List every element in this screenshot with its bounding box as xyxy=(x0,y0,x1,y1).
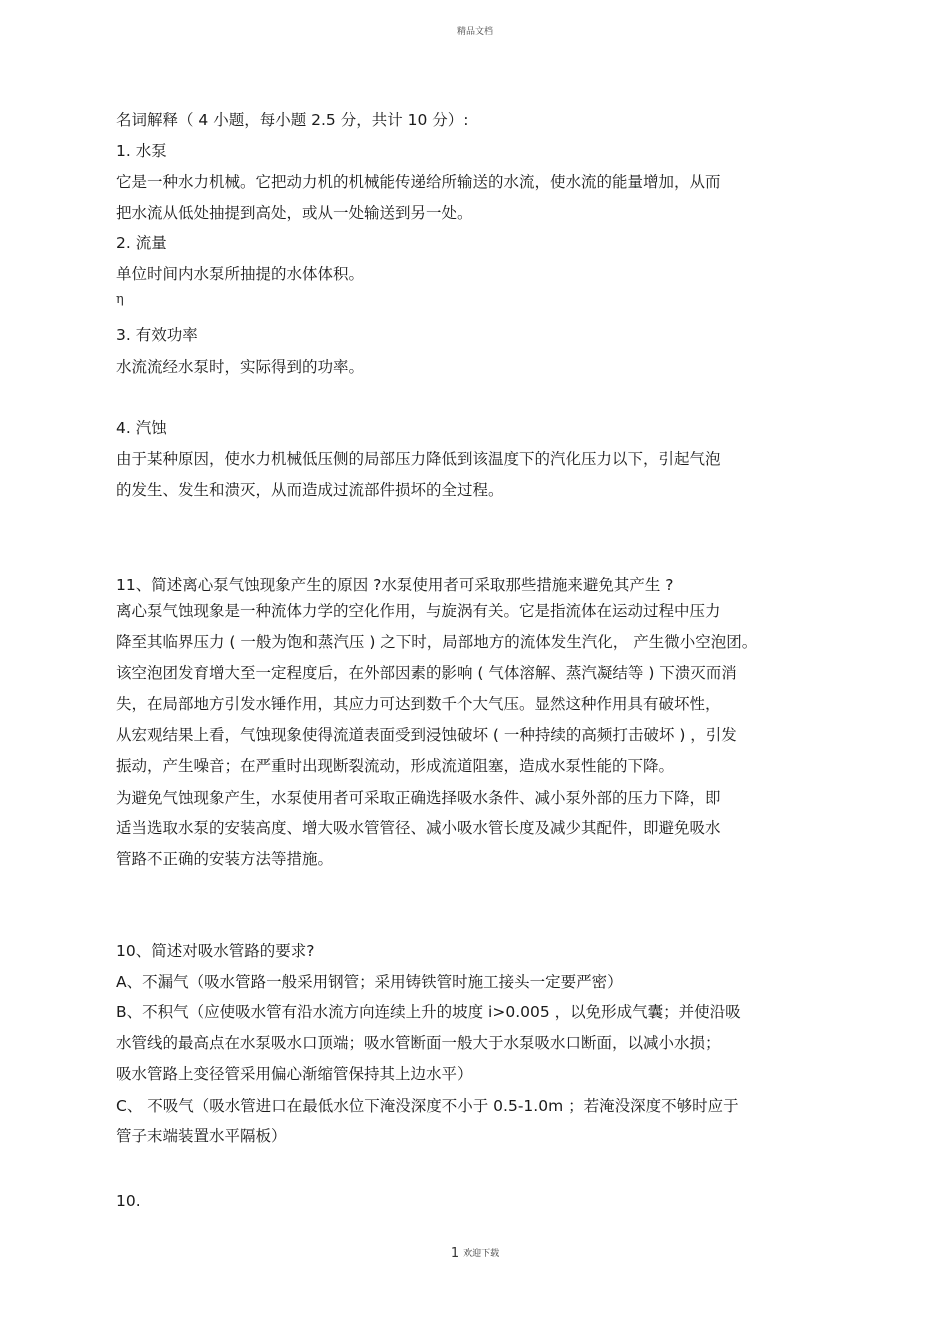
answer-line: 吸水管路上变径管采用偏心渐缩管保持其上边水平） xyxy=(116,1065,473,1083)
footer-text: 欢迎下载 xyxy=(463,1249,500,1259)
answer-line: 离心泵气蚀现象是一种流体力学的空化作用，与旋涡有关。它是指流体在运动过程中压力 xyxy=(116,602,721,620)
term-heading: 3. 有效功率 xyxy=(116,326,198,344)
answer-line: 从宏观结果上看，气蚀现象使得流道表面受到浸蚀破坏 ( 一种持续的高频打击破坏 ) ，引发 xyxy=(116,726,737,744)
page-header: 精品文档 xyxy=(456,27,493,37)
answer-line: 失，在局部地方引发水锤作用，其应力可达到数千个大气压。显然这种作用具有破坏性， xyxy=(116,695,721,713)
answer-line: 为避免气蚀现象产生，水泵使用者可采取正确选择吸水条件、减小泵外部的压力下降，即 xyxy=(116,789,721,807)
answer-line: B、不积气（应使吸水管有沿水流方向连续上升的坡度 i>0.005 ，以免形成气囊；并使沿吸 xyxy=(116,1003,741,1021)
term-text: 由于某种原因，使水力机械低压侧的局部压力降低到该温度下的汽化压力以下，引起气泡 xyxy=(116,450,721,468)
page-footer xyxy=(0,1246,950,1261)
answer-line: 管路不正确的安装方法等措施。 xyxy=(116,850,334,868)
term-heading: 2. 流量 xyxy=(116,234,167,252)
answer-line: 降至其临界压力 ( 一般为饱和蒸汽压 ) 之下时，局部地方的流体发生汽化， 产生微小空泡团。 xyxy=(116,633,758,651)
term-heading: 4. 汽蚀 xyxy=(116,419,167,437)
term-heading: 1. 水泵 xyxy=(116,142,167,160)
section-title: 名词解释（ 4 小题，每小题 2.5 分，共计 10 分）: xyxy=(116,111,469,129)
answer-line: 适当选取水泵的安装高度、增大吸水管管径、减小吸水管长度及减少其配件，即避免吸水 xyxy=(116,819,721,837)
answer-line: 水管线的最高点在水泵吸水口顶端；吸水管断面一般大于水泵吸水口断面，以减小水损； xyxy=(116,1034,721,1052)
trailing-number: 10. xyxy=(116,1192,141,1210)
answer-line: C、 不吸气（吸水管进口在最低水位下淹没深度不小于 0.5-1.0m ；若淹没深度不够时应于 xyxy=(116,1097,739,1115)
answer-line: 该空泡团发育增大至一定程度后，在外部因素的影响 ( 气体溶解、蒸汽凝结等 ) 下溃灭而消 xyxy=(116,664,737,682)
question-10: 10、简述对吸水管路的要求? xyxy=(116,942,315,960)
term-text: 水流流经水泵时，实际得到的功率。 xyxy=(116,358,365,376)
eta-symbol: η xyxy=(116,292,124,307)
term-text: 它是一种水力机械。它把动力机的机械能传递给所输送的水流，使水流的能量增加，从而 xyxy=(116,173,721,191)
question-11: 11、简述离心泵气蚀现象产生的原因 ?水泵使用者可采取那些措施来避免其产生 ? xyxy=(116,576,674,594)
page-number: 1 xyxy=(450,1246,460,1261)
term-text: 单位时间内水泵所抽提的水体体积。 xyxy=(116,265,365,283)
answer-line: 振动，产生噪音；在严重时出现断裂流动，形成流道阻塞，造成水泵性能的下降。 xyxy=(116,757,675,775)
answer-line: A、不漏气（吸水管路一般采用钢管；采用铸铁管时施工接头一定要严密） xyxy=(116,973,623,991)
term-text: 的发生、发生和溃灭，从而造成过流部件损坏的全过程。 xyxy=(116,481,504,499)
answer-line: 管子末端装置水平隔板） xyxy=(116,1127,287,1145)
term-text: 把水流从低处抽提到高处，或从一处输送到另一处。 xyxy=(116,204,473,222)
